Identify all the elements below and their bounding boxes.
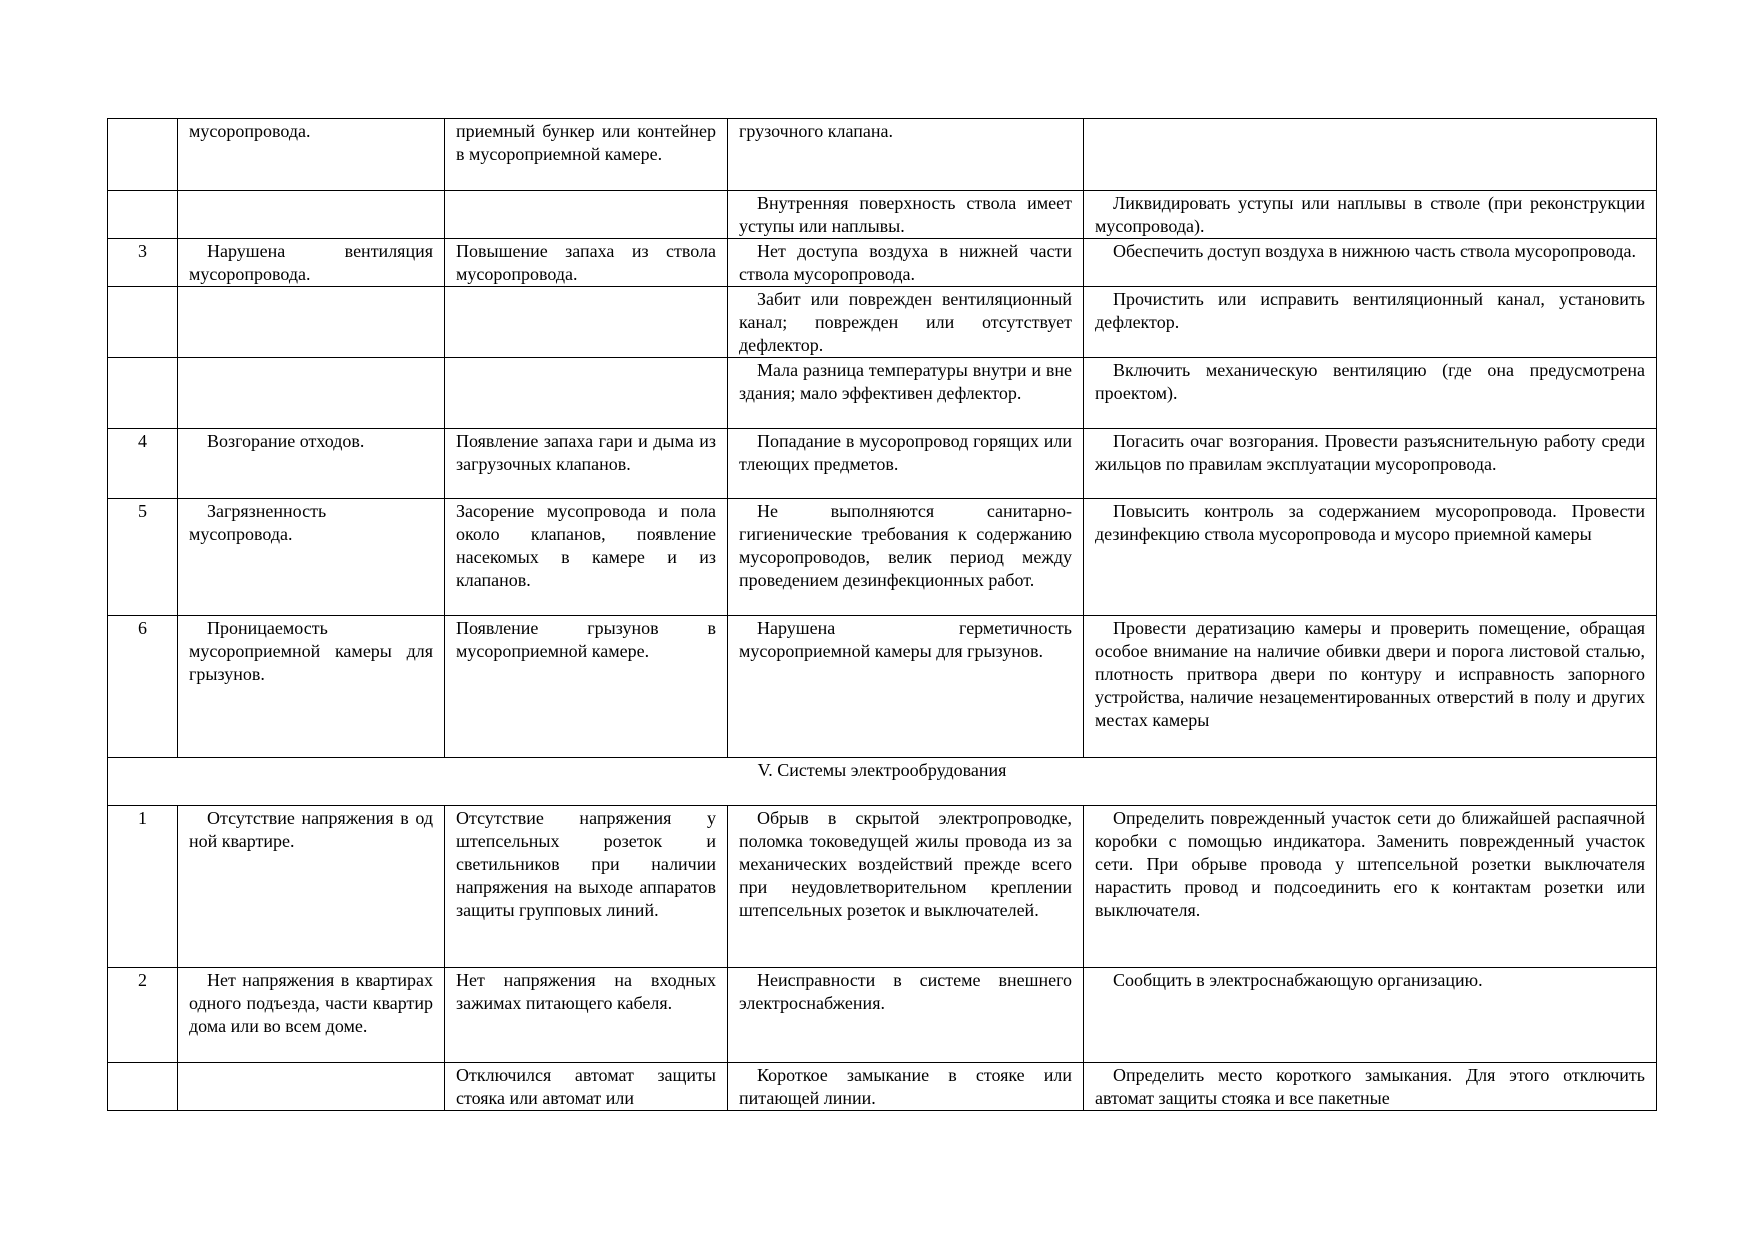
cell-symptom: приемный бункер или контейнер в мусороприемной камере. <box>445 119 728 191</box>
cell-symptom <box>445 287 728 358</box>
section-title: V. Системы электрообрудования <box>108 758 1657 806</box>
row-number <box>108 358 178 429</box>
cell-symptom: Появление грызунов в мусороприемной камере. <box>445 616 728 758</box>
row-number: 4 <box>108 429 178 499</box>
cell-remedy: Прочистить или исправить вентиляционный канал, установить дефлектор. <box>1084 287 1657 358</box>
cell-remedy: Провести дератизацию камеры и проверить помещение, обращая особое внимание на наличие обивки двери и порога листовой сталью, плотность притвора двери по контуру и исправность запорного устройства, наличие незацементированных отверстий в полу и других местах камеры <box>1084 616 1657 758</box>
cell-cause: Нет доступа воздуха в нижней части ствола мусоропровода. <box>728 239 1084 287</box>
cell-problem: Отсутствие напряжения в од ной квартире. <box>178 806 445 968</box>
cell-symptom: Появление запаха гари и дыма из загрузочных клапанов. <box>445 429 728 499</box>
cell-cause: грузочного клапана. <box>728 119 1084 191</box>
table-row <box>108 191 1657 239</box>
cell-cause: Обрыв в скрытой электропроводке, поломка токоведущей жилы провода из за механических воздействий прежде всего при неудовлетворительном креплении штепсельных розеток и выключателей. <box>728 806 1084 968</box>
cell-cause: Забит или поврежден вентиляционный канал; поврежден или отсутствует дефлектор. <box>728 287 1084 358</box>
row-number <box>108 1063 178 1111</box>
table-row <box>108 499 1657 616</box>
cell-remedy: Сообщить в электроснабжающую организацию. <box>1084 968 1657 1063</box>
cell-problem: Нарушена вентиляция мусоропровода. <box>178 239 445 287</box>
row-number: 1 <box>108 806 178 968</box>
row-number: 3 <box>108 239 178 287</box>
cell-symptom: Нет напряжения на входных зажимах питающего кабеля. <box>445 968 728 1063</box>
table-row <box>108 358 1657 429</box>
table-row <box>108 429 1657 499</box>
cell-problem <box>178 191 445 239</box>
cell-remedy: Ликвидировать уступы или наплывы в стволе (при реконструкции мусопровода). <box>1084 191 1657 239</box>
cell-cause: Нарушена герметичность мусороприемной камеры для грызунов. <box>728 616 1084 758</box>
row-number <box>108 287 178 358</box>
table-row <box>108 616 1657 758</box>
cell-problem: мусоропровода. <box>178 119 445 191</box>
cell-cause: Короткое замыкание в стояке или питающей линии. <box>728 1063 1084 1111</box>
cell-remedy: Повысить контроль за содержанием мусоропровода. Провести дезинфекцию ствола мусоропровода и мусоро приемной камеры <box>1084 499 1657 616</box>
row-number <box>108 119 178 191</box>
table-row <box>108 119 1657 191</box>
cell-problem: Нет напряжения в квартирах одного подъезда, части квартир дома или во всем доме. <box>178 968 445 1063</box>
cell-symptom: Отключился автомат защиты стояка или автомат или <box>445 1063 728 1111</box>
table-row <box>108 968 1657 1063</box>
cell-symptom: Отсутствие напряжения у штепсельных розеток и светильников при наличии напряжения на выходе аппаратов защиты групповых линий. <box>445 806 728 968</box>
row-number: 5 <box>108 499 178 616</box>
cell-remedy: Обеспечить доступ воздуха в нижнюю часть ствола мусоропровода. <box>1084 239 1657 287</box>
troubleshooting-table <box>107 118 1657 1111</box>
cell-remedy: Определить место короткого замыкания. Для этого отключить автомат защиты стояка и все пакетные <box>1084 1063 1657 1111</box>
cell-problem: Возгорание отходов. <box>178 429 445 499</box>
cell-problem: Проницаемость мусороприемной камеры для грызунов. <box>178 616 445 758</box>
table-row <box>108 287 1657 358</box>
cell-problem <box>178 358 445 429</box>
cell-symptom: Повышение запаха из ствола мусоропровода. <box>445 239 728 287</box>
cell-remedy: Определить поврежденный участок сети до ближайшей распаячной коробки с помощью индикатора. Заменить поврежденный участок сети. При обрыве провода у штепсельной розетки выключателя нарастить провод и подсоединить его к контактам розетки или выключателя. <box>1084 806 1657 968</box>
cell-symptom: Засорение мусопровода и пола около клапанов, появление насекомых в камере и из клапанов. <box>445 499 728 616</box>
cell-symptom <box>445 358 728 429</box>
cell-remedy: Погасить очаг возгорания. Провести разъяснительную работу среди жильцов по правилам эксплуатации мусоропровода. <box>1084 429 1657 499</box>
table-row <box>108 239 1657 287</box>
cell-cause: Попадание в мусоропровод горящих или тлеющих предметов. <box>728 429 1084 499</box>
table-row <box>108 806 1657 968</box>
table-row <box>108 1063 1657 1111</box>
cell-cause: Не выполняются санитарно-гигиенические требования к содержанию мусоропроводов, велик период между проведением дезинфекционных работ. <box>728 499 1084 616</box>
cell-remedy: Включить механическую вентиляцию (где она предусмотрена проектом). <box>1084 358 1657 429</box>
cell-cause: Мала разница температуры внутри и вне здания; мало эффективен дефлектор. <box>728 358 1084 429</box>
cell-cause: Неисправности в системе внешнего электроснабжения. <box>728 968 1084 1063</box>
row-number: 6 <box>108 616 178 758</box>
cell-cause: Внутренняя поверхность ствола имеет уступы или наплывы. <box>728 191 1084 239</box>
cell-symptom <box>445 191 728 239</box>
cell-remedy <box>1084 119 1657 191</box>
row-number: 2 <box>108 968 178 1063</box>
cell-problem <box>178 287 445 358</box>
cell-problem <box>178 1063 445 1111</box>
section-row <box>108 758 1657 806</box>
cell-problem: Загрязненность мусопровода. <box>178 499 445 616</box>
row-number <box>108 191 178 239</box>
